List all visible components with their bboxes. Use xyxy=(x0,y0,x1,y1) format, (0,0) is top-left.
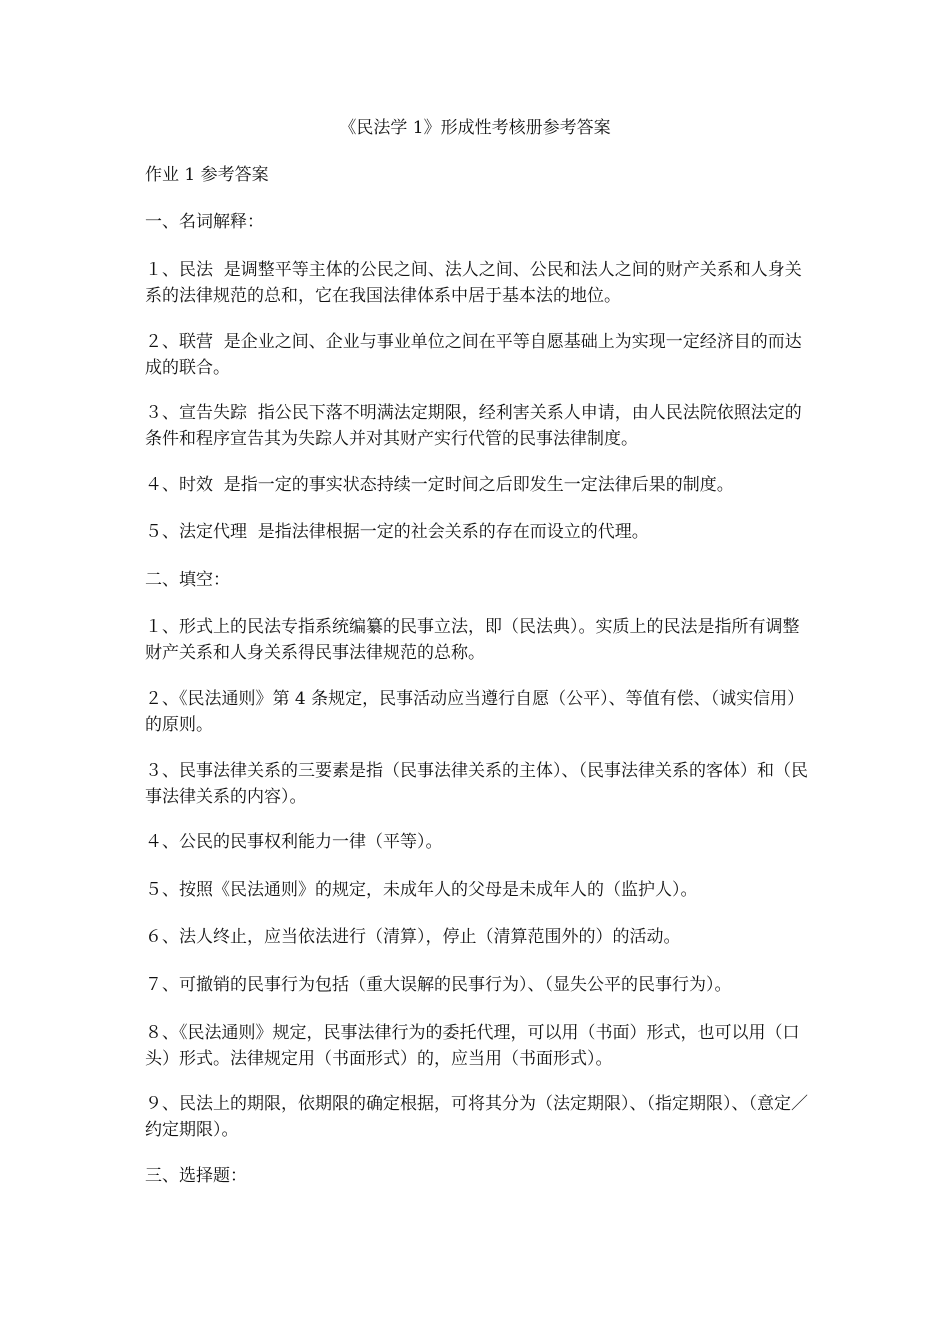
fill-in-item-2: ２、《民法通则》第 4 条规定，民事活动应当遵行自愿（公平）、等值有偿、（诚实信用）的原则。 xyxy=(145,689,805,735)
section-heading-choice: 三、选择题： xyxy=(145,1166,247,1186)
fill-in-item-8: ８、《民法通则》规定，民事法律行为的委托代理，可以用（书面）形式，也可以用（口头）形式。法律规定用（书面形式）的，应当用（书面形式）。 xyxy=(145,1023,800,1069)
fill-in-item-3: ３、民事法律关系的三要素是指（民事法律关系的主体）、（民事法律关系的客体）和（民事法律关系的内容）。 xyxy=(145,761,808,807)
section-heading-fill-in: 二、填空： xyxy=(145,570,230,590)
definition-item-2: ２、联营 是企业之间、企业与事业单位之间在平等自愿基础上为实现一定经济目的而达成的联合。 xyxy=(145,332,802,378)
fill-in-item-6: ６、法人终止，应当依法进行（清算），停止（清算范围外的）的活动。 xyxy=(145,927,681,947)
assignment-heading: 作业 1 参考答案 xyxy=(145,165,269,185)
definition-item-3: ３、宣告失踪 指公民下落不明满法定期限，经利害关系人申请，由人民法院依照法定的条件和程序宣告其为失踪人并对其财产实行代管的民事法律制度。 xyxy=(145,403,802,449)
definition-item-1: １、民法 是调整平等主体的公民之间、法人之间、公民和法人之间的财产关系和人身关系的法律规范的总和，它在我国法律体系中居于基本法的地位。 xyxy=(145,260,802,306)
section-heading-definitions: 一、名词解释： xyxy=(145,212,264,232)
definition-item-5: ５、法定代理 是指法律根据一定的社会关系的存在而设立的代理。 xyxy=(145,522,649,542)
fill-in-item-7: ７、可撤销的民事行为包括（重大误解的民事行为）、（显失公平的民事行为）。 xyxy=(145,975,732,995)
fill-in-item-5: ５、按照《民法通则》的规定，未成年人的父母是未成年人的（监护人）。 xyxy=(145,880,698,900)
document-title: 《民法学 1》形成性考核册参考答案 xyxy=(339,118,611,138)
fill-in-item-1: １、形式上的民法专指系统编纂的民事立法，即（民法典）。实质上的民法是指所有调整财产关系和人身关系得民事法律规范的总称。 xyxy=(145,617,800,663)
fill-in-item-4: ４、公民的民事权利能力一律（平等）。 xyxy=(145,832,443,852)
fill-in-item-9: ９、民法上的期限，依期限的确定根据，可将其分为（法定期限）、（指定期限）、（意定／约定期限）。 xyxy=(145,1094,808,1140)
definition-item-4: ４、时效 是指一定的事实状态持续一定时间之后即发生一定法律后果的制度。 xyxy=(145,475,734,495)
